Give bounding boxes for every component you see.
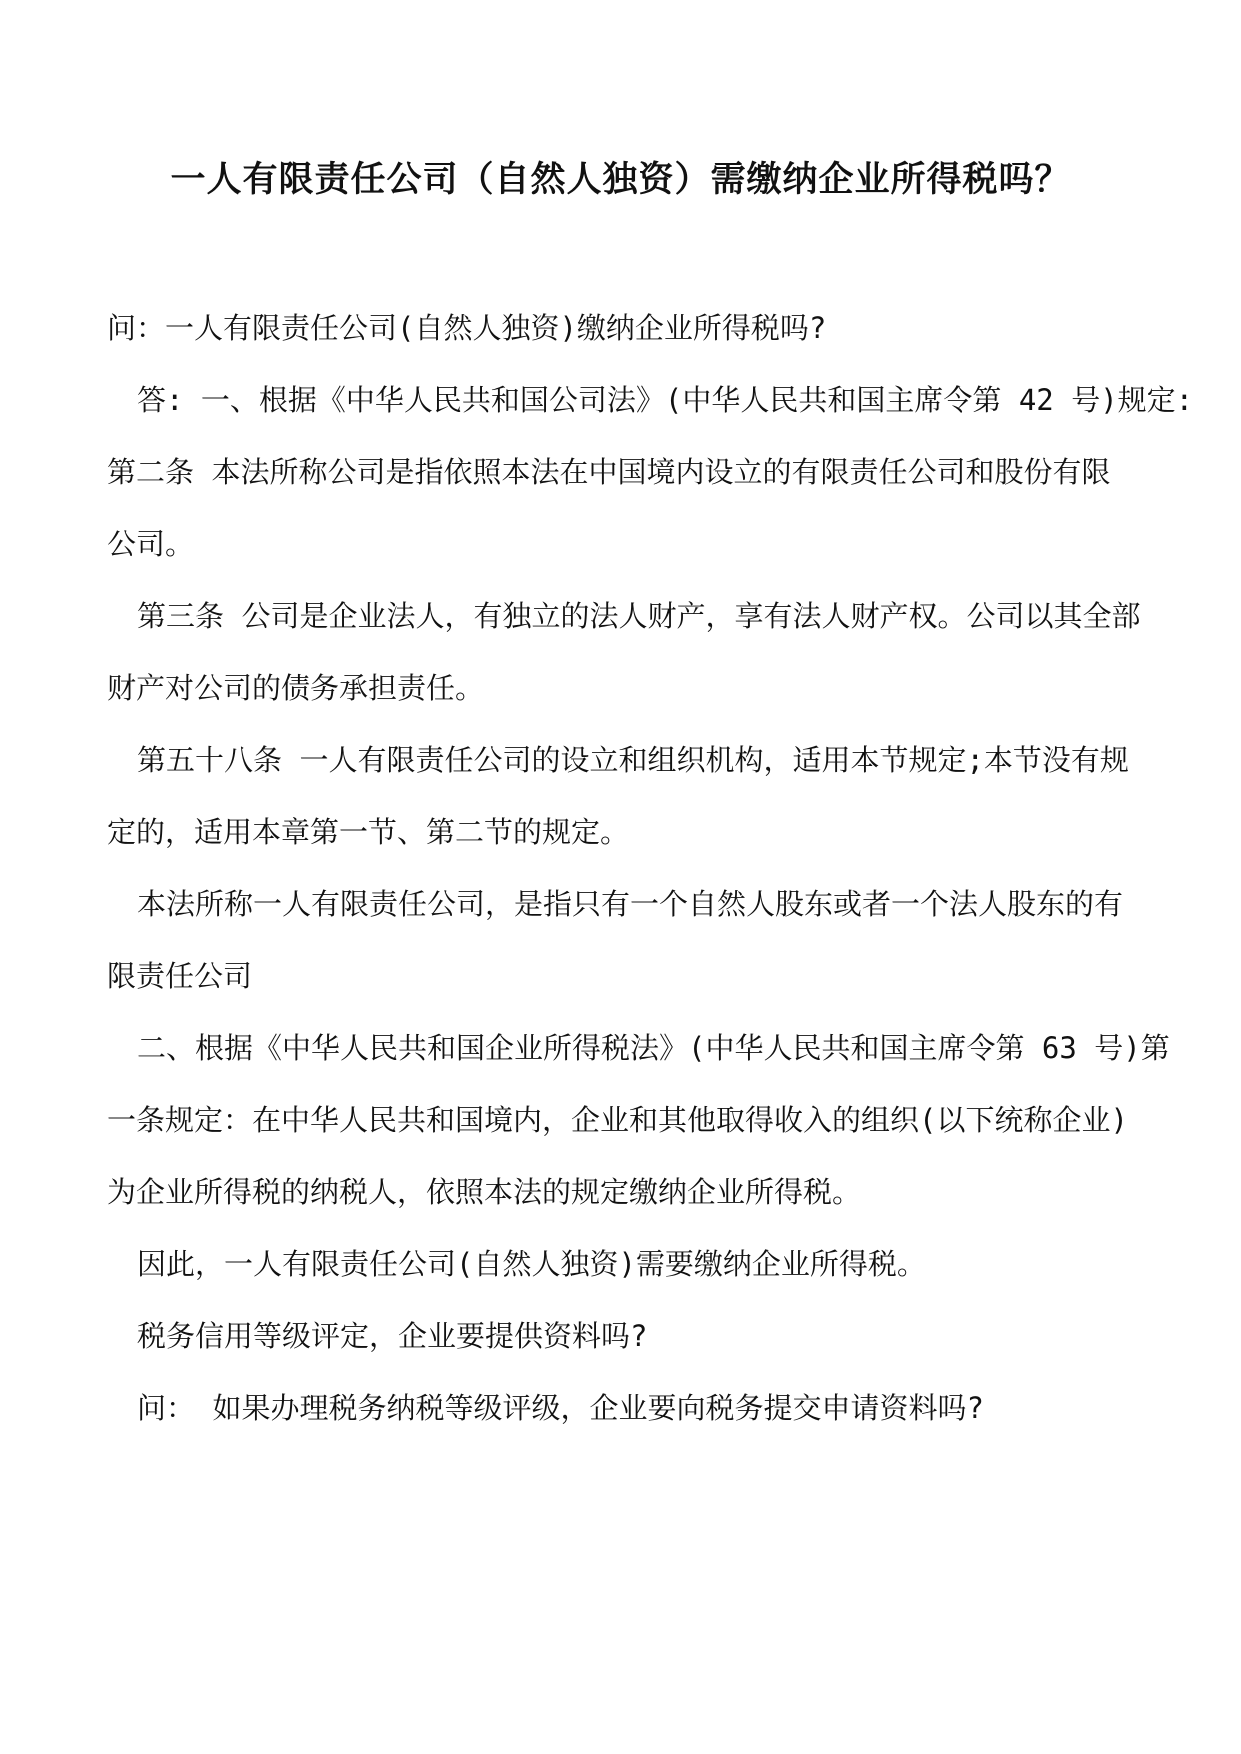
paragraph-line: 本法所称一人有限责任公司，是指只有一个自然人股东或者一个法人股东的有 [137, 887, 1124, 921]
document-title: 一人有限责任公司（自然人独资）需缴纳企业所得税吗？ [170, 160, 1071, 200]
paragraph-line: 二、根据《中华人民共和国企业所得税法》(中华人民共和国主席令第 63 号)第 [137, 1031, 1170, 1065]
paragraph-line: 问：一人有限责任公司(自然人独资)缴纳企业所得税吗? [107, 311, 827, 345]
paragraph-line: 第三条 公司是企业法人，有独立的法人财产，享有法人财产权。公司以其全部 [137, 599, 1141, 633]
paragraph-line: 问： 如果办理税务纳税等级评级，企业要向税务提交申请资料吗? [137, 1391, 984, 1425]
paragraph-line: 因此，一人有限责任公司(自然人独资)需要缴纳企业所得税。 [137, 1247, 926, 1281]
paragraph-line: 答: 一、根据《中华人民共和国公司法》(中华人民共和国主席令第 42 号)规定: [137, 383, 1194, 417]
paragraph-line: 一条规定：在中华人民共和国境内，企业和其他取得收入的组织(以下统称企业) [107, 1103, 1128, 1137]
paragraph-line: 限责任公司 [107, 959, 253, 993]
paragraph-line: 第五十八条 一人有限责任公司的设立和组织机构，适用本节规定;本节没有规 [137, 743, 1129, 777]
paragraph-line: 第二条 本法所称公司是指依照本法在中国境内设立的有限责任公司和股份有限 [107, 455, 1111, 489]
paragraph-line: 定的，适用本章第一节、第二节的规定。 [107, 815, 630, 849]
paragraph-line: 公司。 [107, 527, 195, 561]
paragraph-line: 为企业所得税的纳税人，依照本法的规定缴纳企业所得税。 [107, 1175, 862, 1209]
paragraph-line: 税务信用等级评定，企业要提供资料吗? [137, 1319, 648, 1353]
paragraph-line: 财产对公司的债务承担责任。 [107, 671, 485, 705]
